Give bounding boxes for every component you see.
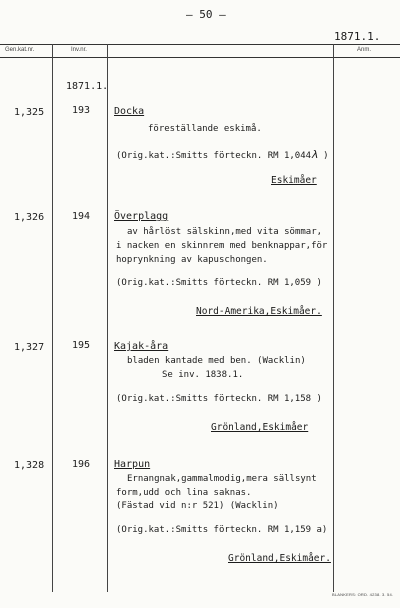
column-divider-3 bbox=[333, 44, 334, 592]
page-number: — 50 — bbox=[186, 8, 226, 21]
entry-place: Nord-Amerika,Eskimåer. bbox=[196, 306, 322, 317]
entry-title: Överplagg bbox=[114, 211, 169, 222]
column-divider-2 bbox=[107, 44, 108, 592]
entry-description-line: form,udd och lina saknas. bbox=[116, 488, 252, 498]
entry-description-line: föreställande eskimå. bbox=[148, 124, 262, 134]
column-header-anm: Anm. bbox=[357, 47, 372, 53]
entry-inv-number: 193 bbox=[72, 105, 91, 116]
entry-reference: (Orig.kat.:Smitts förteckn. RM 1,158 ) bbox=[116, 394, 322, 404]
column-header-inv: Inv.nr. bbox=[71, 47, 87, 53]
entry-place: Grönland,Eskimåer bbox=[211, 422, 309, 433]
column-divider-1 bbox=[52, 44, 53, 592]
entry-inv-number: 194 bbox=[72, 211, 91, 222]
handwritten-mark: λ bbox=[311, 148, 318, 161]
entry-gen-kat-number: 1,327 bbox=[14, 342, 45, 353]
entry-title: Harpun bbox=[114, 459, 151, 470]
reference-text: (Orig.kat.:Smitts förteckn. RM 1,044 bbox=[116, 151, 312, 161]
header-bottom-rule bbox=[0, 57, 400, 58]
header-year: 1871.1. bbox=[334, 30, 381, 43]
entry-description-line: i nacken en skinnrem med benknappar,för bbox=[116, 241, 328, 251]
entry-description-line: av hårlöst sälskinn,med vita sömmar, bbox=[127, 227, 323, 237]
entry-title: Docka bbox=[114, 106, 145, 117]
entry-inv-number: 196 bbox=[72, 459, 91, 470]
entry-description-line: bladen kantade med ben. (Wacklin) bbox=[127, 356, 306, 366]
column-header-gen-kat: Gen.kat.nr. bbox=[5, 47, 35, 53]
entry-reference: (Orig.kat.:Smitts förteckn. RM 1,059 ) bbox=[116, 278, 322, 288]
entry-title: Kajak-åra bbox=[114, 341, 169, 352]
entry-gen-kat-number: 1,328 bbox=[14, 460, 45, 471]
entry-description-line: hoprynkning av kapuschongen. bbox=[116, 255, 268, 265]
entry-gen-kat-number: 1,325 bbox=[14, 107, 45, 118]
entry-reference bbox=[116, 148, 329, 161]
reference-close: ) bbox=[317, 151, 329, 161]
entry-description-line: (Fästad vid n:r 521) (Wacklin) bbox=[116, 501, 279, 511]
entry-place: Eskimåer bbox=[271, 175, 317, 186]
entry-description-line: Se inv. 1838.1. bbox=[162, 370, 244, 380]
year-mark: 1871.1. bbox=[66, 81, 109, 92]
entry-inv-number: 195 bbox=[72, 340, 91, 351]
entry-description-line: Ernangnak,gammalmodig,mera sällsynt bbox=[127, 474, 317, 484]
entry-place: Grönland,Eskimåer. bbox=[228, 553, 331, 564]
entry-reference: (Orig.kat.:Smitts förteckn. RM 1,159 a) bbox=[116, 525, 328, 535]
header-top-rule bbox=[0, 44, 400, 45]
entry-gen-kat-number: 1,326 bbox=[14, 212, 45, 223]
form-imprint: BLANKERS: ORD. 4238. 3. 54. bbox=[332, 592, 394, 597]
